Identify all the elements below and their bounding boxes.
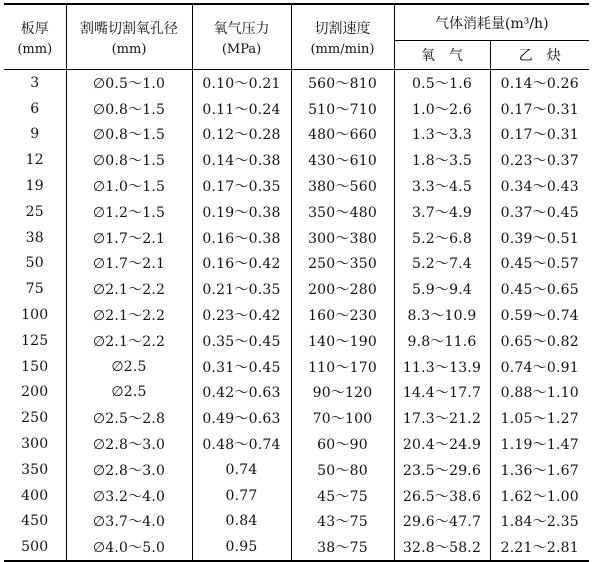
cell-nozzle-diameter: ∅2.5 [66, 380, 192, 406]
cell-acetylene-consumption: 0.17～0.31 [490, 122, 589, 148]
cell-oxygen-pressure: 0.35～0.45 [192, 328, 291, 354]
cell-oxygen-pressure: 0.31～0.45 [192, 354, 291, 380]
cell-oxygen-consumption: 8.3～10.9 [394, 302, 490, 328]
cell-oxygen-pressure: 0.11～0.24 [192, 96, 291, 122]
cell-nozzle-diameter: ∅0.8～1.5 [66, 147, 192, 173]
header-speed [291, 4, 394, 70]
cell-thickness: 25 [25, 203, 44, 220]
cell-thickness: 150 [21, 358, 49, 375]
cell-cutting-speed: 380～560 [291, 173, 394, 199]
cell-oxygen-consumption: 17.3～21.2 [394, 405, 490, 431]
cell-oxygen-pressure: 0.95 [192, 534, 291, 561]
table-row [4, 457, 589, 483]
cell-thickness: 250 [21, 410, 49, 427]
cell-thickness: 400 [21, 487, 49, 504]
cell-oxygen-consumption: 0.5～1.6 [394, 70, 490, 96]
cell-oxygen-pressure: 0.74 [192, 457, 291, 483]
cell-nozzle-diameter: ∅2.8～3.0 [66, 457, 192, 483]
cell-oxygen-consumption: 1.3～3.3 [394, 122, 490, 148]
table-row [4, 96, 589, 122]
table-row [4, 199, 589, 225]
cell-acetylene-consumption: 0.17～0.31 [490, 96, 589, 122]
header-gas-consumption: 气体消耗量(m³/h) [394, 4, 589, 41]
cell-nozzle-diameter: ∅1.0～1.5 [66, 173, 192, 199]
header-acetylene: 乙 炔 [490, 41, 589, 70]
table-row [4, 328, 589, 354]
cell-nozzle-diameter: ∅1.7～2.1 [66, 251, 192, 277]
cell-nozzle-diameter: ∅0.5～1.0 [66, 70, 192, 96]
cell-thickness: 6 [30, 100, 40, 117]
cell-oxygen-consumption: 32.8～58.2 [394, 534, 490, 561]
cell-acetylene-consumption: 1.05～1.27 [490, 405, 589, 431]
cell-cutting-speed: 560～810 [291, 70, 394, 96]
cell-cutting-speed: 160～230 [291, 302, 394, 328]
cell-acetylene-consumption: 1.62～1.00 [490, 483, 589, 509]
cell-thickness: 9 [30, 126, 40, 143]
cell-oxygen-consumption: 23.5～29.6 [394, 457, 490, 483]
cell-oxygen-pressure: 0.21～0.35 [192, 276, 291, 302]
cell-oxygen-consumption: 1.8～3.5 [394, 147, 490, 173]
cell-thickness: 12 [25, 152, 44, 169]
cell-nozzle-diameter: ∅2.8～3.0 [66, 431, 192, 457]
cell-oxygen-pressure: 0.23～0.42 [192, 302, 291, 328]
cell-nozzle-diameter: ∅2.1～2.2 [66, 276, 192, 302]
cell-oxygen-pressure: 0.17～0.35 [192, 173, 291, 199]
cell-nozzle-diameter: ∅4.0～5.0 [66, 534, 192, 561]
cell-oxygen-consumption: 3.3～4.5 [394, 173, 490, 199]
table-row [4, 405, 589, 431]
cell-acetylene-consumption: 0.34～0.43 [490, 173, 589, 199]
header-pressure-label: 氧气压力 [213, 20, 270, 37]
cell-oxygen-consumption: 5.2～7.4 [394, 251, 490, 277]
header-speed-unit: (mm/min) [310, 41, 375, 57]
cell-nozzle-diameter: ∅0.8～1.5 [66, 122, 192, 148]
table-row [4, 509, 589, 535]
table-row [4, 122, 589, 148]
cell-cutting-speed: 110～170 [291, 354, 394, 380]
cell-acetylene-consumption: 1.36～1.67 [490, 457, 589, 483]
cell-oxygen-consumption: 5.9～9.4 [394, 276, 490, 302]
cell-thickness: 125 [21, 332, 49, 349]
cell-oxygen-consumption: 29.6～47.7 [394, 509, 490, 535]
table-row [4, 483, 589, 509]
cell-acetylene-consumption: 0.45～0.65 [490, 276, 589, 302]
cell-thickness: 100 [21, 307, 49, 324]
cell-thickness: 450 [21, 513, 49, 530]
cell-oxygen-pressure: 0.16～0.42 [192, 251, 291, 277]
table-row [4, 70, 589, 96]
cutting-parameters-table-container [4, 3, 589, 562]
cell-cutting-speed: 510～710 [291, 96, 394, 122]
cell-oxygen-pressure: 0.16～0.38 [192, 225, 291, 251]
cell-acetylene-consumption: 0.39～0.51 [490, 225, 589, 251]
cell-acetylene-consumption: 1.84～2.35 [490, 509, 589, 535]
cell-thickness: 19 [25, 178, 44, 195]
cell-oxygen-consumption: 9.8～11.6 [394, 328, 490, 354]
cell-cutting-speed: 90～120 [291, 380, 394, 406]
cell-cutting-speed: 60～90 [291, 431, 394, 457]
cell-oxygen-pressure: 0.49～0.63 [192, 405, 291, 431]
cell-acetylene-consumption: 0.74～0.91 [490, 354, 589, 380]
cell-cutting-speed: 45～75 [291, 483, 394, 509]
table-row [4, 431, 589, 457]
table-body [4, 70, 589, 562]
cell-oxygen-pressure: 0.84 [192, 509, 291, 535]
cell-cutting-speed: 480～660 [291, 122, 394, 148]
cell-oxygen-pressure: 0.12～0.28 [192, 122, 291, 148]
header-thickness-unit: (mm) [17, 41, 53, 57]
cell-thickness: 350 [21, 461, 49, 478]
header-pressure-unit: (MPa) [221, 41, 262, 57]
cell-acetylene-consumption: 0.23～0.37 [490, 147, 589, 173]
cell-nozzle-diameter: ∅3.2～4.0 [66, 483, 192, 509]
header-nozzle-unit: (mm) [111, 41, 147, 57]
cell-nozzle-diameter: ∅2.5～2.8 [66, 405, 192, 431]
table-row [4, 354, 589, 380]
cell-nozzle-diameter: ∅0.8～1.5 [66, 96, 192, 122]
table-row [4, 276, 589, 302]
cell-oxygen-consumption: 1.0～2.6 [394, 96, 490, 122]
cell-oxygen-pressure: 0.14～0.38 [192, 147, 291, 173]
header-nozzle-label: 割嘴切割氧孔径 [80, 20, 178, 37]
cell-nozzle-diameter: ∅2.5 [66, 354, 192, 380]
cell-acetylene-consumption: 2.21～2.81 [490, 534, 589, 561]
cell-acetylene-consumption: 0.88～1.10 [490, 380, 589, 406]
cell-thickness: 3 [30, 74, 40, 91]
cell-thickness: 75 [25, 281, 44, 298]
table-row [4, 302, 589, 328]
cell-oxygen-pressure: 0.19～0.38 [192, 199, 291, 225]
cell-acetylene-consumption: 0.45～0.57 [490, 251, 589, 277]
cell-acetylene-consumption: 0.37～0.45 [490, 199, 589, 225]
cell-cutting-speed: 250～350 [291, 251, 394, 277]
cell-nozzle-diameter: ∅1.2～1.5 [66, 199, 192, 225]
cell-oxygen-consumption: 5.2～6.8 [394, 225, 490, 251]
cell-oxygen-consumption: 26.5～38.6 [394, 483, 490, 509]
cell-thickness: 200 [21, 384, 49, 401]
cell-oxygen-pressure: 0.10～0.21 [192, 70, 291, 96]
cell-cutting-speed: 350～480 [291, 199, 394, 225]
cell-oxygen-pressure: 0.42～0.63 [192, 380, 291, 406]
cell-cutting-speed: 70～100 [291, 405, 394, 431]
cell-cutting-speed: 43～75 [291, 509, 394, 535]
cell-thickness: 50 [25, 255, 44, 272]
cell-oxygen-pressure: 0.48～0.74 [192, 431, 291, 457]
cell-cutting-speed: 300～380 [291, 225, 394, 251]
cell-thickness: 38 [25, 229, 44, 246]
table-row [4, 380, 589, 406]
cell-oxygen-pressure: 0.77 [192, 483, 291, 509]
cell-cutting-speed: 200～280 [291, 276, 394, 302]
cutting-parameters-table [4, 3, 589, 562]
header-nozzle [66, 4, 192, 70]
cell-oxygen-consumption: 11.3～13.9 [394, 354, 490, 380]
table-row [4, 147, 589, 173]
header-thickness [4, 4, 66, 70]
table-row [4, 251, 589, 277]
cell-oxygen-consumption: 3.7～4.9 [394, 199, 490, 225]
cell-acetylene-consumption: 0.14～0.26 [490, 70, 589, 96]
table-row [4, 534, 589, 561]
cell-cutting-speed: 38～75 [291, 534, 394, 561]
header-speed-label: 切割速度 [314, 20, 371, 37]
header-thickness-label: 板厚 [20, 20, 49, 37]
cell-thickness: 300 [21, 436, 49, 453]
cell-cutting-speed: 430～610 [291, 147, 394, 173]
cell-thickness: 500 [4, 534, 66, 561]
cell-oxygen-consumption: 14.4～17.7 [394, 380, 490, 406]
cell-cutting-speed: 50～80 [291, 457, 394, 483]
cell-nozzle-diameter: ∅2.1～2.2 [66, 328, 192, 354]
cell-nozzle-diameter: ∅1.7～2.1 [66, 225, 192, 251]
cell-acetylene-consumption: 0.59～0.74 [490, 302, 589, 328]
table-row [4, 225, 589, 251]
table-header [4, 4, 589, 70]
header-pressure [192, 4, 291, 70]
cell-acetylene-consumption: 0.65～0.82 [490, 328, 589, 354]
cell-oxygen-consumption: 20.4～24.9 [394, 431, 490, 457]
cell-acetylene-consumption: 1.19～1.47 [490, 431, 589, 457]
cell-cutting-speed: 140～190 [291, 328, 394, 354]
table-row [4, 173, 589, 199]
header-oxygen: 氧 气 [394, 41, 490, 70]
cell-nozzle-diameter: ∅2.1～2.2 [66, 302, 192, 328]
cell-nozzle-diameter: ∅3.7～4.0 [66, 509, 192, 535]
